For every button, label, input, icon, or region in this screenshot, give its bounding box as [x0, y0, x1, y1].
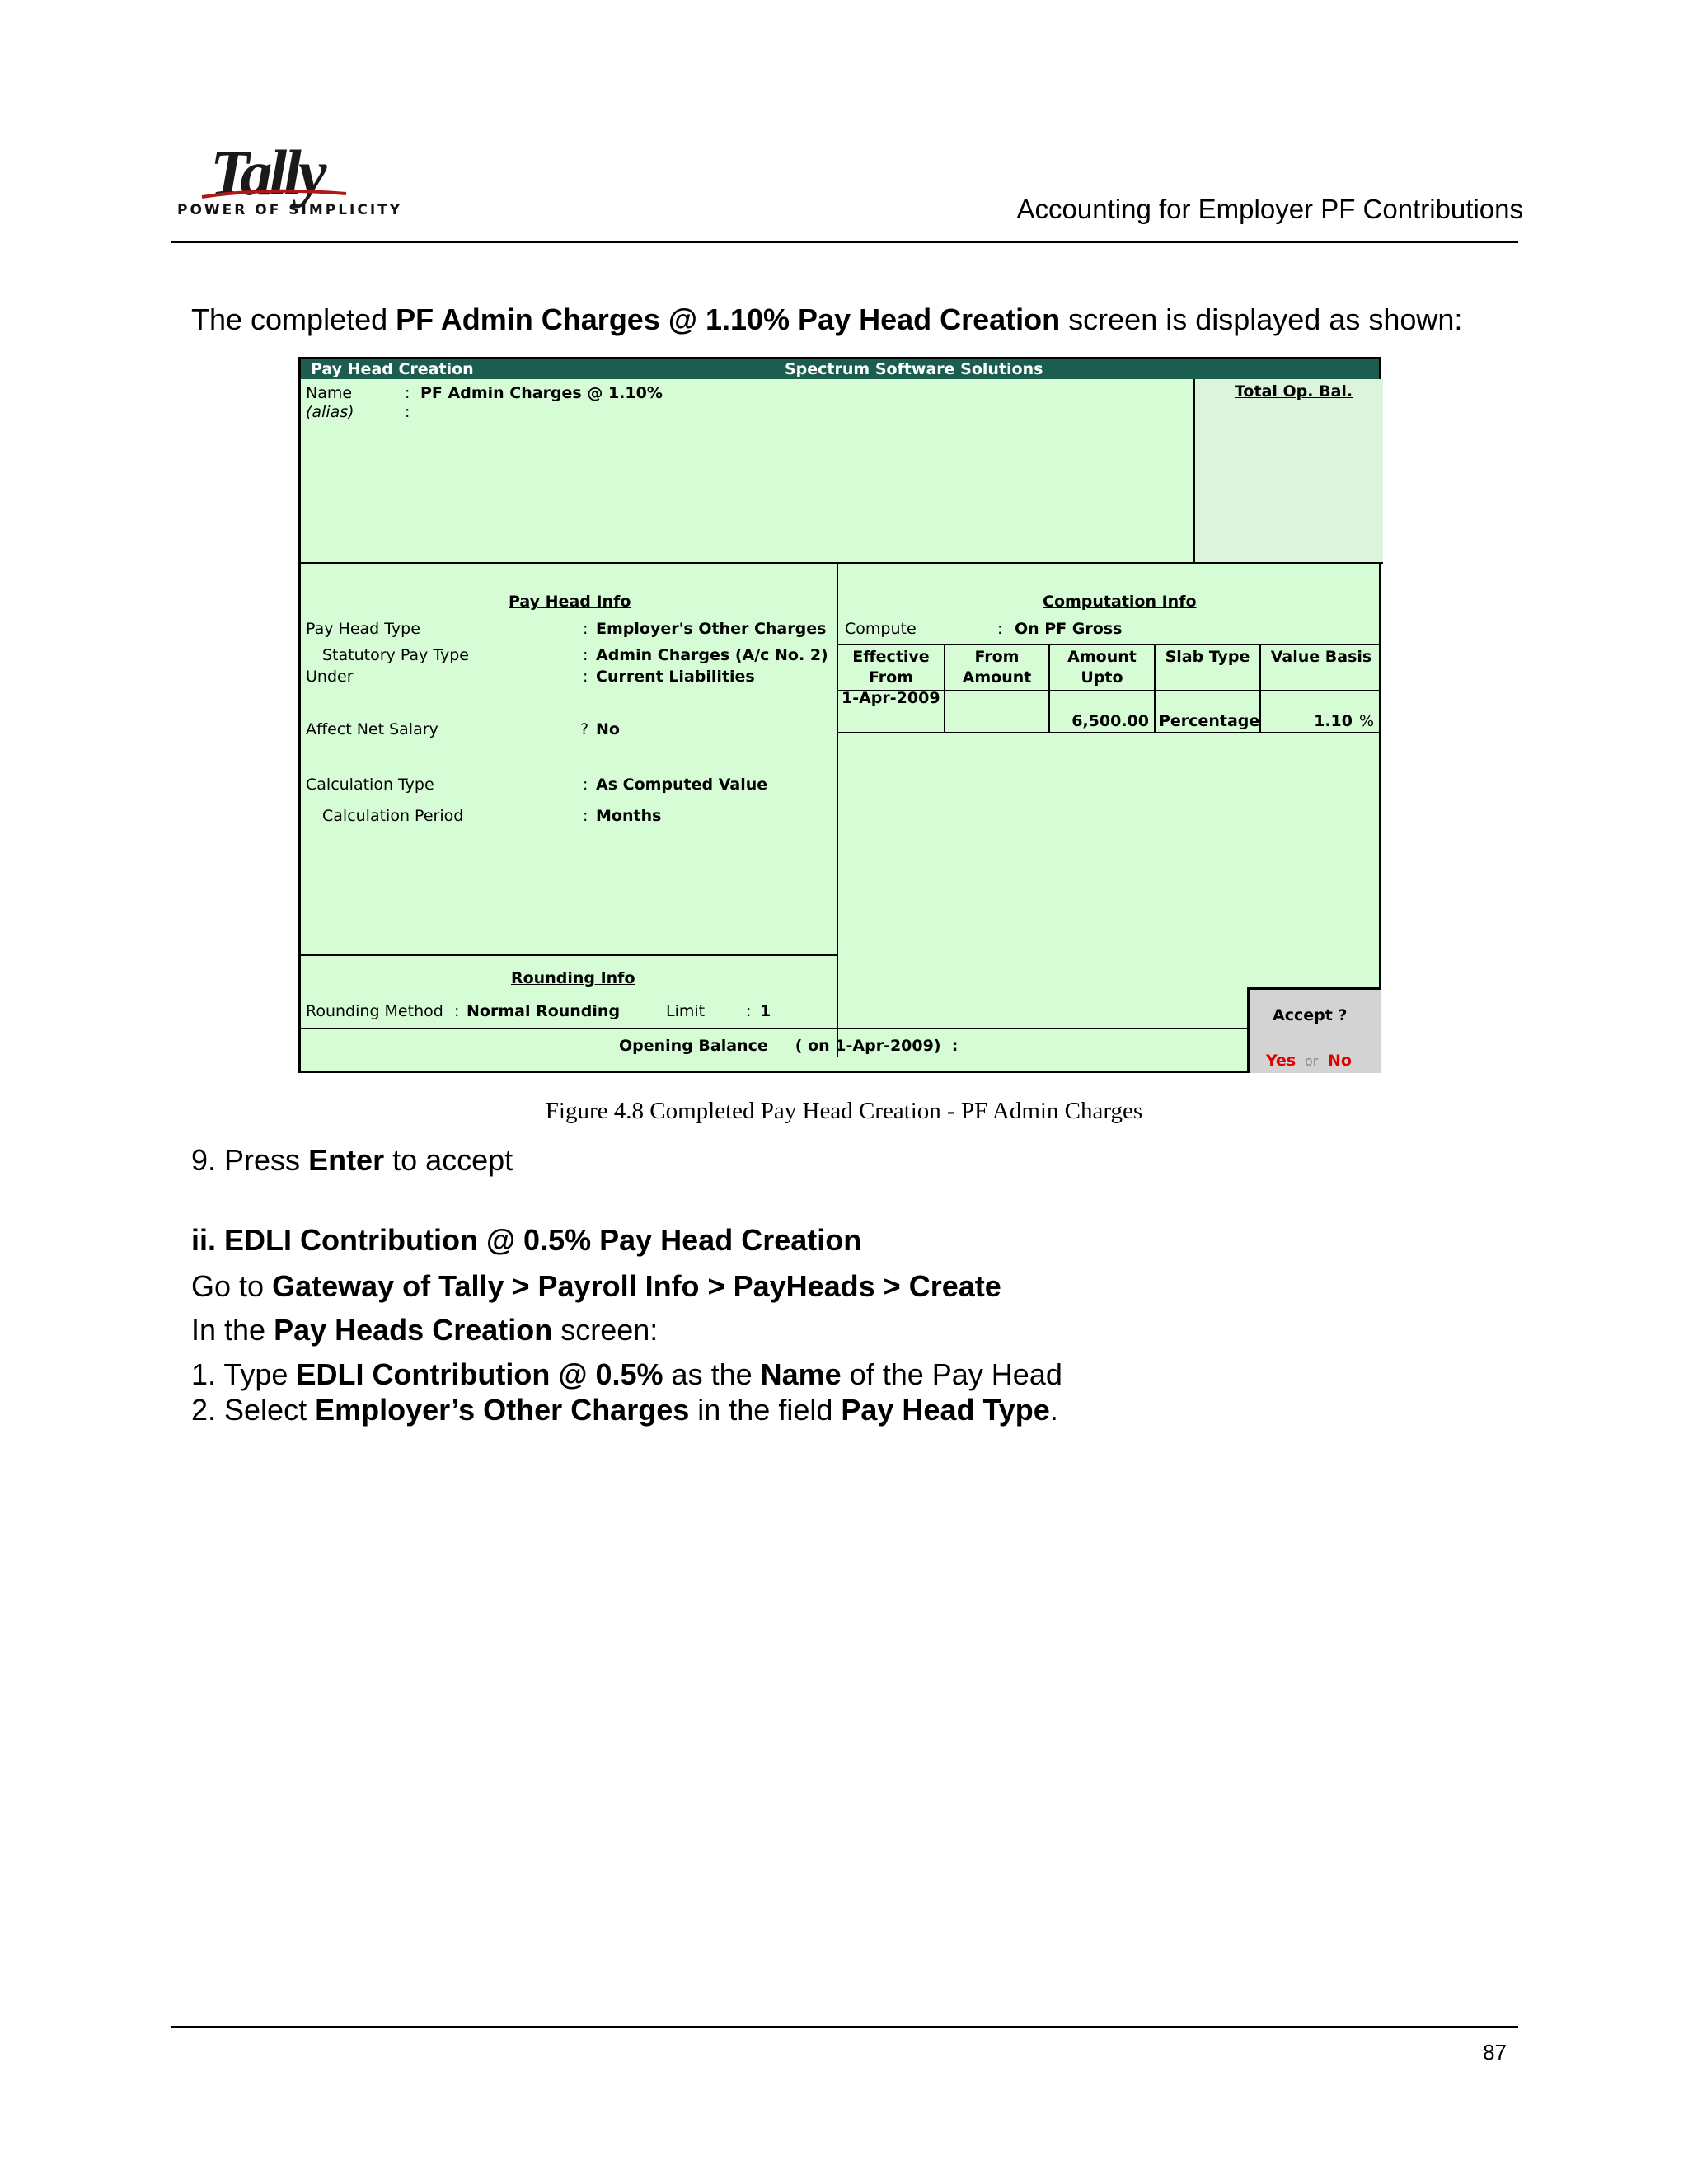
compute-field[interactable]: On PF Gross [1015, 620, 1123, 638]
col-value-basis: Value Basis [1270, 648, 1372, 666]
cell-value-unit: % [1359, 712, 1375, 730]
step-2: 2. Select Employer’s Other Charges in the field Pay Head Type. [191, 1393, 1058, 1427]
col-slab-type: Slab Type [1165, 648, 1250, 666]
figure-caption: Figure 4.8 Completed Pay Head Creation - PF Admin Charges [545, 1098, 1143, 1124]
alias-label: (alias) [306, 403, 354, 421]
page-number: 87 [1483, 2040, 1507, 2064]
slab-table-top [838, 644, 1381, 645]
rounding-method-label: Rounding Method [306, 1002, 443, 1020]
logo-tagline: POWER OF SIMPLICITY [177, 202, 403, 218]
rounding-info-heading: Rounding Info [511, 969, 635, 987]
accept-no-option[interactable]: No [1328, 1052, 1352, 1070]
col-from: From [869, 668, 913, 687]
section-heading: ii. EDLI Contribution @ 0.5% Pay Head Creation [191, 1223, 862, 1257]
accept-or: or [1305, 1053, 1319, 1069]
col-from-amount-2: Amount [962, 668, 1032, 687]
cell-value[interactable]: 1.10 [1314, 712, 1353, 730]
calculation-type-field[interactable]: As Computed Value [596, 776, 768, 794]
rounding-divider [301, 954, 838, 956]
under-label: Under [306, 668, 354, 686]
col-amount-upto-1: Amount [1067, 648, 1137, 666]
step-1: 1. Type EDLI Contribution @ 0.5% as the Name of the Pay Head [191, 1357, 1062, 1391]
accept-yes-option[interactable]: Yes [1266, 1052, 1296, 1070]
pay-head-type-field[interactable]: Employer's Other Charges [596, 620, 827, 638]
screen-title: Pay Head Creation [311, 360, 474, 378]
affect-net-salary-field[interactable]: No [596, 720, 620, 738]
col-from-amount-1: From [974, 648, 1020, 666]
column-divider [837, 562, 838, 1057]
goto-path: Go to Gateway of Tally > Payroll Info > PayHeads > Create [191, 1269, 1001, 1303]
logo-swoosh-icon [194, 185, 359, 204]
intro-paragraph: The completed PF Admin Charges @ 1.10% Pay Head Creation screen is displayed as shown: [191, 302, 1463, 336]
compute-label: Compute [845, 620, 917, 638]
footer-divider [301, 1028, 1249, 1029]
company-name: Spectrum Software Solutions [785, 360, 1043, 378]
opening-balance-field[interactable]: Opening Balance ( on 1-Apr-2009) : [619, 1037, 959, 1055]
total-op-bal-label: Total Op. Bal. [1235, 382, 1353, 401]
accept-question: Accept ? [1273, 1006, 1348, 1024]
name-label: Name [306, 384, 353, 402]
col-effective: Effective [852, 648, 930, 666]
calculation-period-label: Calculation Period [322, 807, 464, 825]
screen-title-bar [301, 359, 1379, 379]
step-9: 9. Press Enter to accept [191, 1143, 513, 1177]
alias-colon: : [405, 403, 410, 421]
name-colon: : [405, 384, 410, 402]
calculation-period-field[interactable]: Months [596, 807, 662, 825]
pay-head-type-label: Pay Head Type [306, 620, 420, 638]
limit-label: Limit [666, 1002, 706, 1020]
name-field[interactable]: PF Admin Charges @ 1.10% [420, 384, 663, 402]
affect-net-salary-label: Affect Net Salary [306, 720, 438, 738]
statutory-pay-type-label: Statutory Pay Type [322, 646, 469, 664]
rounding-method-field[interactable]: Normal Rounding [467, 1002, 621, 1020]
statutory-pay-type-field[interactable]: Admin Charges (A/c No. 2) [596, 646, 828, 664]
slab-table-row-rule [838, 732, 1381, 733]
calculation-type-label: Calculation Type [306, 776, 434, 794]
accept-dialog [1247, 987, 1381, 1073]
col-amount-upto-2: Upto [1081, 668, 1123, 687]
header-divider [171, 241, 1518, 243]
tally-logo [177, 136, 403, 227]
computation-info-heading: Computation Info [1043, 593, 1197, 611]
logo-wordmark: Tally [210, 137, 324, 209]
total-op-bal-panel [1193, 379, 1383, 564]
header-title: Accounting for Employer PF Contributions [1016, 194, 1523, 224]
footer-divider-line [171, 2026, 1518, 2028]
cell-effective-from[interactable]: 1-Apr-2009 [842, 689, 940, 707]
in-the-screen-line: In the Pay Heads Creation screen: [191, 1313, 659, 1347]
section-divider [301, 562, 1381, 564]
pay-head-creation-screen: Pay Head Creation Spectrum Software Solutions Name : PF Admin Charges @ 1.10% (alias) : Total Op. Bal. Pay Head Info Pay Head Type : Employer's Other Charges Statutory Pay Type : Admin Charges (A/c No. 2) Under : Current Liabilities Affect Net Salary ? No Calculation Type : As Computed Value Calculation Period : Months Computation Info Compute : On PF Gross Effective From From Amount Amount Upto Slab Type Value Basis 1-Apr-2009 6,500.00 Percentage 1.10 % Rounding Info Rounding Method : Normal Rounding Limit : 1 Opening Balance ( on 1-Apr-2009) : Accept ? Yes or No [298, 357, 1381, 1073]
pay-head-info-heading: Pay Head Info [509, 593, 631, 611]
cell-slab-type[interactable]: Percentage [1159, 712, 1260, 730]
under-field[interactable]: Current Liabilities [596, 668, 755, 686]
cell-amount-upto[interactable]: 6,500.00 [1071, 712, 1149, 730]
limit-field[interactable]: 1 [760, 1002, 771, 1020]
